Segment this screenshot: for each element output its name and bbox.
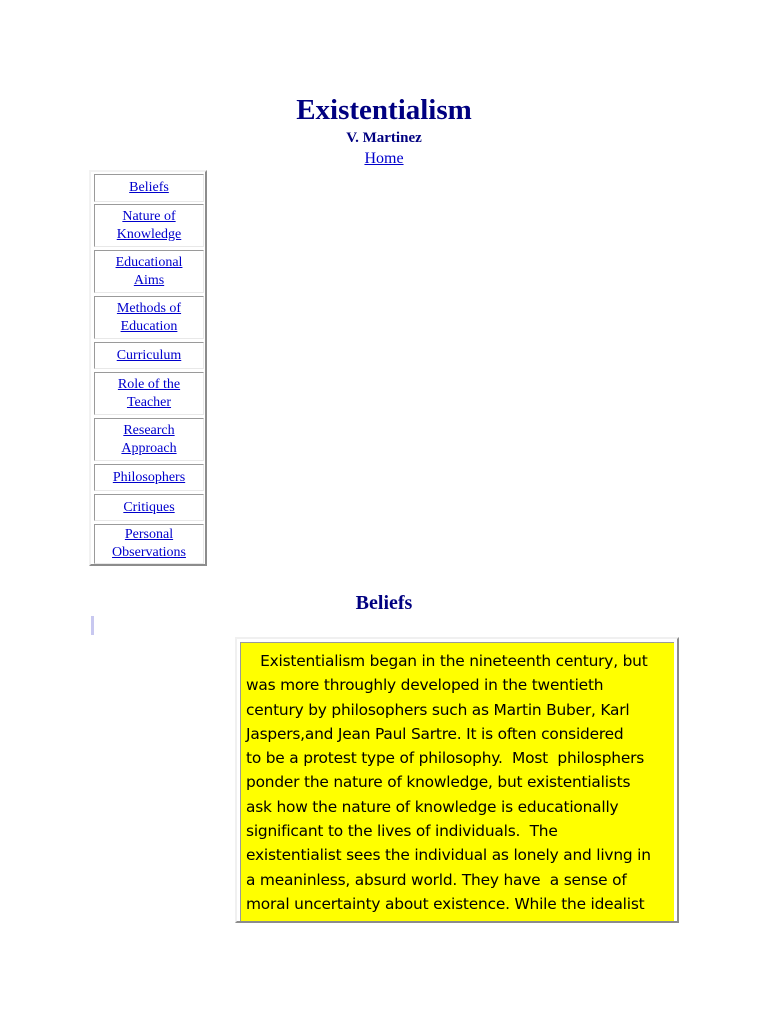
nav-link-methods-of-education[interactable]: Methods of Education [116, 300, 182, 334]
nav-item-philosophers [94, 464, 204, 491]
nav-link-beliefs[interactable]: Beliefs [129, 180, 169, 195]
section-title: Beliefs [355, 592, 413, 614]
nav-link-research-approach[interactable]: Research Approach [121, 422, 177, 456]
text-line: Jaspers,and Jean Paul Sartre. It is often considered [246, 724, 624, 743]
nav-item-role-of-the-teacher [94, 372, 204, 415]
text-line: existentialist sees the individual as lonely and livng in [246, 846, 651, 865]
page-title: Existentialism [296, 94, 472, 126]
nav-link-nature-of-knowledge[interactable]: Nature of Knowledge [116, 208, 182, 242]
text-line: century by philosophers such as Martin Buber, Karl [246, 700, 630, 719]
beliefs-text [240, 642, 674, 921]
nav-item-research-approach [94, 418, 204, 461]
text-line: Existentialism began in the nineteenth century, but [246, 652, 648, 670]
nav-link-critiques[interactable]: Critiques [123, 499, 175, 515]
nav-link-personal-observations[interactable]: Personal Observations [112, 527, 186, 560]
nav-item-methods-of-education [94, 296, 204, 339]
nav-link-educational-aims[interactable]: Educational Aims [115, 254, 183, 288]
text-line: moral uncertainty about existence. While the idealist [246, 894, 645, 913]
nav-item-personal-observations [94, 524, 204, 564]
beliefs-text-box [235, 637, 679, 923]
text-line: ponder the nature of knowledge, but existentialists [246, 773, 631, 792]
nav-item-beliefs [94, 174, 204, 202]
text-line: significant to the lives of individuals. The [246, 822, 558, 841]
home-link-container [0, 149, 768, 169]
nav-link-curriculum[interactable]: Curriculum [116, 347, 182, 363]
nav-link-role-of-the-teacher[interactable]: Role of the Teacher [117, 376, 181, 410]
text-line: a meaninless, absurd world. They have a sense of [246, 870, 627, 889]
nav-item-educational-aims [94, 250, 204, 293]
text-line: ask how the nature of knowledge is educationally [246, 797, 619, 816]
nav-item-critiques [94, 494, 204, 521]
nav-link-philosophers[interactable]: Philosophers [112, 469, 186, 485]
text-line: was more throughly developed in the twentieth [246, 676, 604, 695]
nav-item-curriculum [94, 342, 204, 369]
text-cursor-marker [91, 616, 94, 635]
nav-table [89, 170, 207, 566]
home-link[interactable]: Home [364, 150, 404, 167]
nav-item-nature-of-knowledge [94, 204, 204, 247]
text-line: to be a protest type of philosophy. Most philosphers [246, 749, 645, 768]
author-name: V. Martinez [346, 130, 422, 146]
